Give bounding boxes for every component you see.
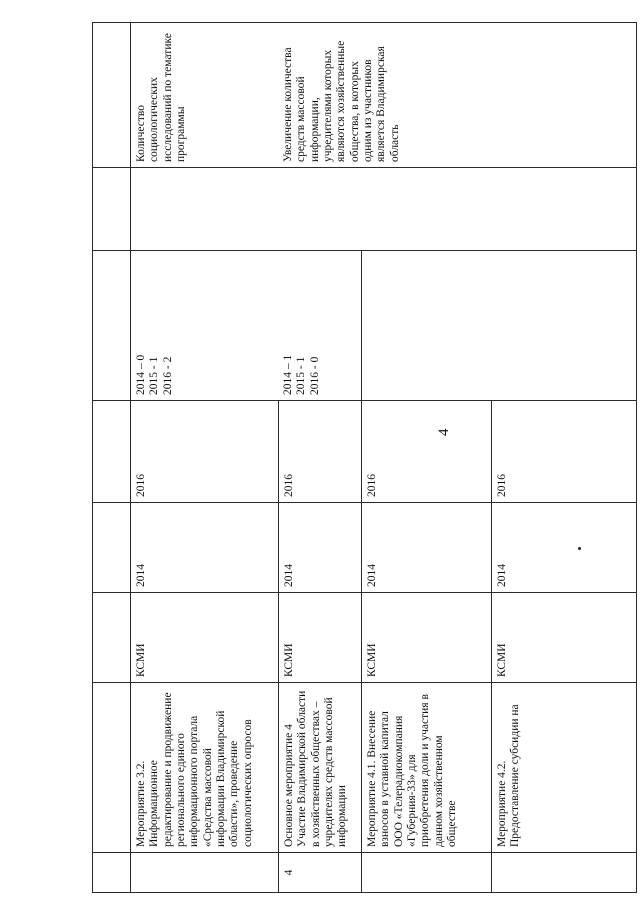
executor-cell: КСМИ xyxy=(492,593,637,683)
header-cell xyxy=(93,853,131,893)
header-cell xyxy=(93,593,131,683)
measure-cell: Мероприятие 3.2. Информационное редактирование и продвижение регионального единого информационного портала «Средства массовой информации Владимирской области», проведение социологических опросов xyxy=(131,683,279,853)
scan-speck xyxy=(578,547,581,550)
rotated-table-container xyxy=(92,23,636,893)
header-cell xyxy=(93,168,131,251)
page-number: 4 xyxy=(436,428,452,436)
result-cell xyxy=(131,23,637,168)
row-number xyxy=(131,853,279,893)
value-line: 2014 – 0 xyxy=(135,354,147,395)
end-year-cell: 2016 xyxy=(362,401,492,503)
executor-cell: КСМИ xyxy=(131,593,279,683)
start-year-cell: 2014 xyxy=(131,503,279,593)
measure-cell: Мероприятие 4.2. Предоставление субсидии на xyxy=(492,683,637,853)
values-cell xyxy=(362,251,637,401)
measure-cell: Основное мероприятие 4 Участие Владимирской области в хозяйственных обществах – учредителях средств массовой информации xyxy=(279,683,362,853)
program-measures-table xyxy=(92,22,637,893)
table-row xyxy=(131,23,279,893)
end-year-cell: 2016 xyxy=(492,401,637,503)
header-spacer-row xyxy=(93,23,131,893)
values-block xyxy=(131,251,278,400)
header-cell xyxy=(93,683,131,853)
start-year-cell: 2014 xyxy=(492,503,637,593)
header-cell xyxy=(93,251,131,401)
row-number xyxy=(492,853,637,893)
value-line: 2014 – 1 xyxy=(282,354,294,395)
executor-cell: КСМИ xyxy=(362,593,492,683)
start-year-cell: 2014 xyxy=(279,503,362,593)
end-year-cell: 2016 xyxy=(279,401,362,503)
header-cell xyxy=(93,503,131,593)
indicator-cell xyxy=(131,168,637,251)
values-block xyxy=(278,251,326,400)
start-year-cell: 2014 xyxy=(362,503,492,593)
result-text: Увеличение количества средств массовой информации, учредителями которых являются хозяйственные общества, в которых одним из участников является Владимирская область xyxy=(282,40,401,162)
value-line: 2015 - 1 xyxy=(148,356,161,395)
measure-cell: Мероприятие 4.1. Внесение взносов в уставной капитал ООО «Телерадиокомпания «Губерния-33» для приобретения доли и участия в данном хозяйственном обществе xyxy=(362,683,492,853)
value-line: 2015 - 1 xyxy=(295,356,308,395)
value-line: 2016 - 0 xyxy=(308,356,321,395)
executor-cell: КСМИ xyxy=(279,593,362,683)
result-text: Количество социологических исследований по тематике программы xyxy=(135,33,187,162)
values-cell xyxy=(131,251,362,401)
header-cell xyxy=(93,23,131,168)
value-line: 2016 - 2 xyxy=(161,356,174,395)
row-number xyxy=(362,853,492,893)
row-number: 4 xyxy=(279,853,362,893)
end-year-cell: 2016 xyxy=(131,401,279,503)
header-cell xyxy=(93,401,131,503)
